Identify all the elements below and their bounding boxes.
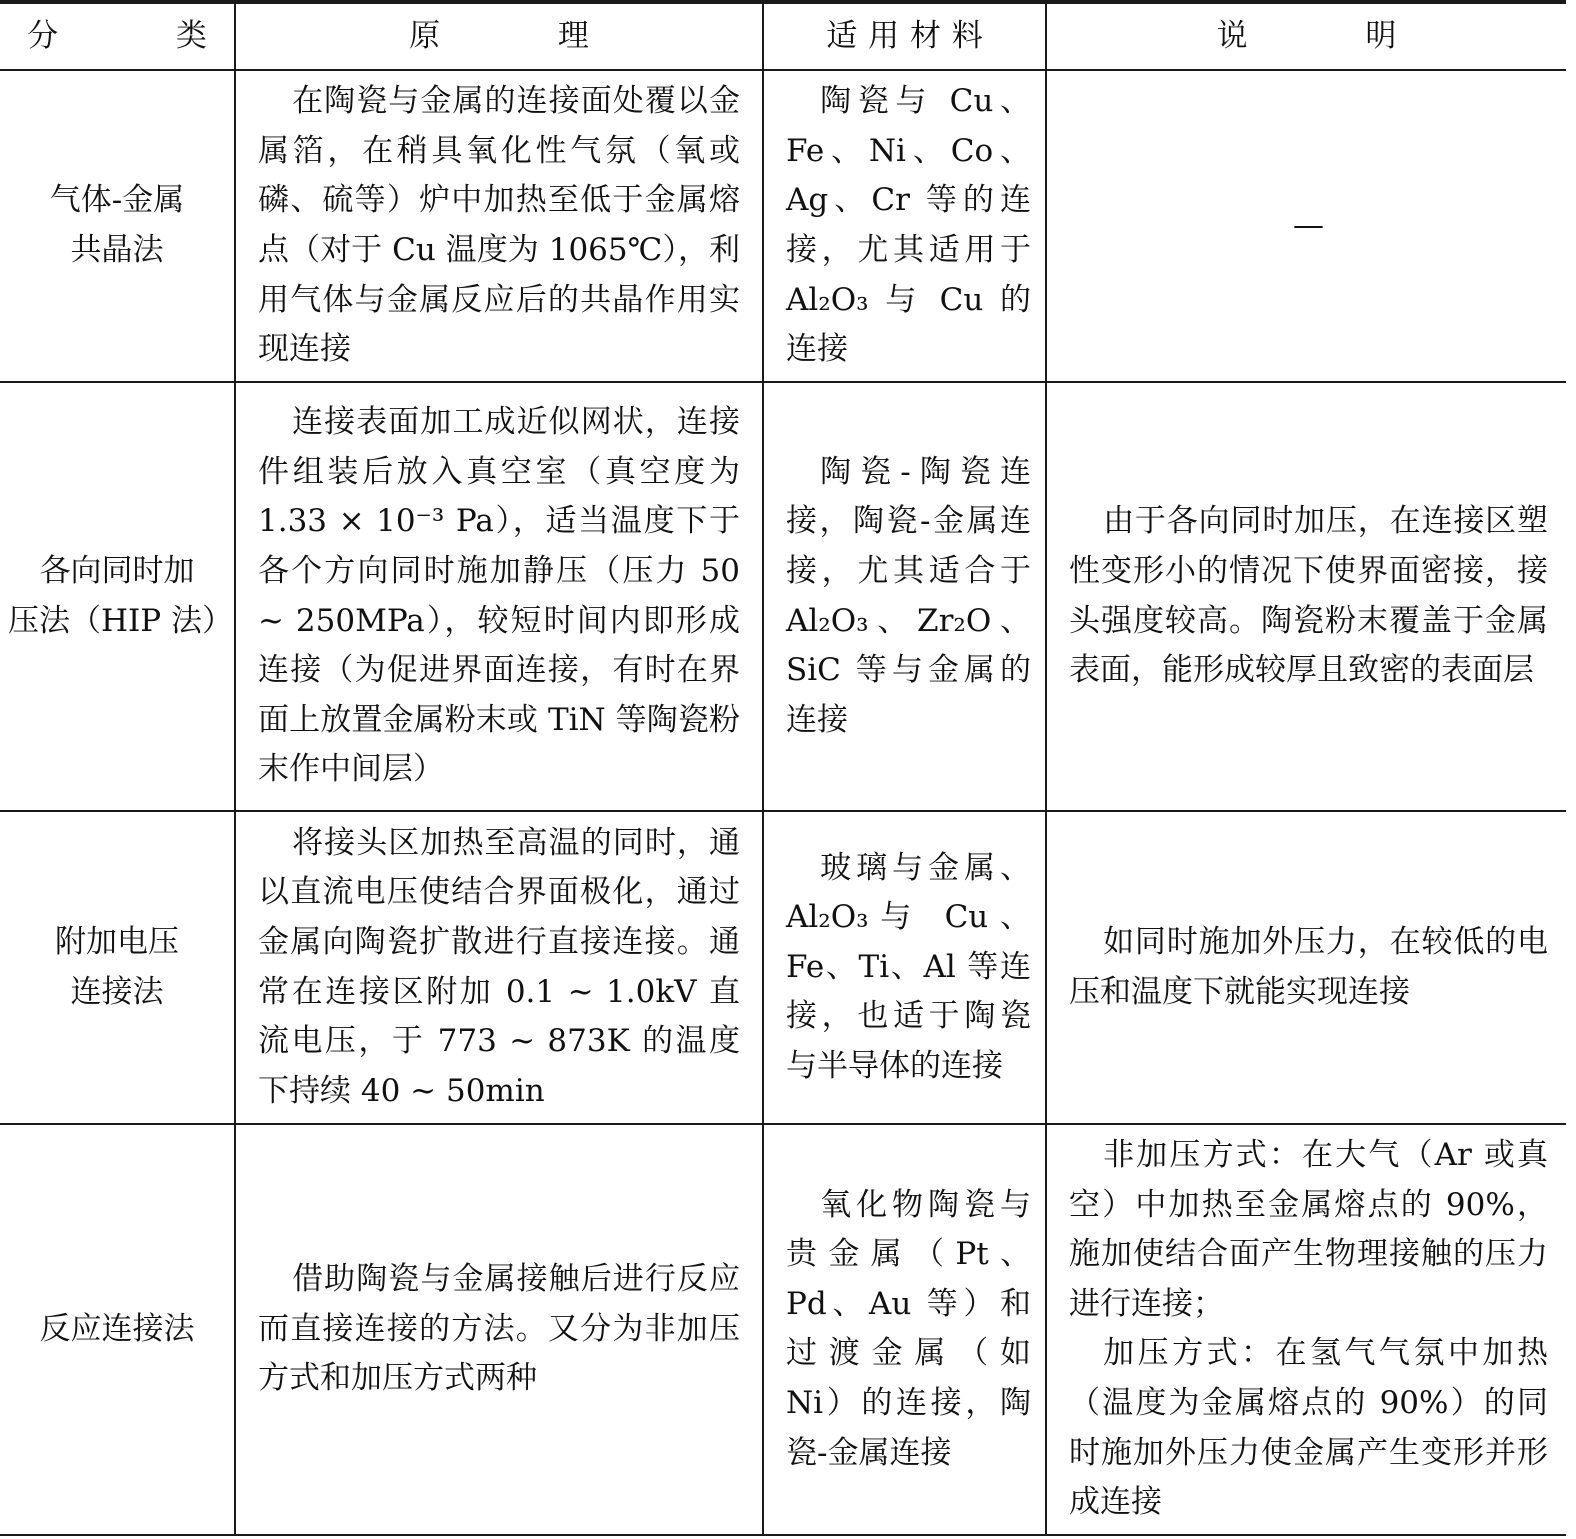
category-cell: 各向同时加 压法（HIP 法）	[0, 382, 235, 811]
table-row	[0, 1124, 1566, 1535]
principle-cell: 连接表面加工成近似网状，连接件组装后放入真空室（真空度为 1.33 × 10⁻³ Pa），适当温度下于各个方向同时施加静压（压力 50 ~ 250MPa），较短时间内即形成连接（为促进界面连接，有时在界面上放置金属粉末或 TiN 等陶瓷粉末作中间层）	[235, 382, 763, 811]
materials-cell: 氧化物陶瓷与贵金属（Pt、Pd、Au 等）和过渡金属（如 Ni）的连接，陶瓷-金属连接	[763, 1124, 1046, 1535]
materials-cell: 陶瓷-陶瓷连接，陶瓷-金属连接，尤其适合于 Al₂O₃、Zr₂O、SiC 等与金属的连接	[763, 382, 1046, 811]
header-category: 分 类	[0, 2, 235, 70]
principle-cell: 借助陶瓷与金属接触后进行反应而直接连接的方法。又分为非加压方式和加压方式两种	[235, 1124, 763, 1535]
table-row	[0, 382, 1566, 811]
category-cell: 附加电压 连接法	[0, 811, 235, 1124]
notes-cell: 由于各向同时加压，在连接区塑性变形小的情况下使界面密接，接头强度较高。陶瓷粉末覆盖于金属表面，能形成较厚且致密的表面层	[1046, 382, 1566, 811]
header-principle: 原 理	[235, 2, 763, 70]
notes-cell: —	[1046, 70, 1566, 382]
header-materials: 适用材料	[763, 2, 1046, 70]
materials-cell: 陶瓷与 Cu、Fe、Ni、Co、Ag、Cr 等的连接，尤其适用于 Al₂O₃ 与 Cu 的连接	[763, 70, 1046, 382]
header-notes: 说 明	[1046, 2, 1566, 70]
table-header-row	[0, 2, 1566, 70]
category-cell: 反应连接法	[0, 1124, 235, 1535]
notes-cell: 如同时施加外压力，在较低的电压和温度下就能实现连接	[1046, 811, 1566, 1124]
category-cell: 气体-金属 共晶法	[0, 70, 235, 382]
table-row	[0, 70, 1566, 382]
materials-cell: 玻璃与金属、Al₂O₃与 Cu、Fe、Ti、Al 等连接，也适于陶瓷与半导体的连接	[763, 811, 1046, 1124]
principle-cell: 在陶瓷与金属的连接面处覆以金属箔，在稍具氧化性气氛（氧或磷、硫等）炉中加热至低于金属熔点（对于 Cu 温度为 1065℃），利用气体与金属反应后的共晶作用实现连接	[235, 70, 763, 382]
table-row	[0, 811, 1566, 1124]
principle-cell: 将接头区加热至高温的同时，通以直流电压使结合界面极化，通过金属向陶瓷扩散进行直接连接。通常在连接区附加 0.1 ~ 1.0kV 直流电压，于 773 ~ 873K 的温度下持续 40 ~ 50min	[235, 811, 763, 1124]
notes-cell: 非加压方式：在大气（Ar 或真空）中加热至金属熔点的 90%，施加使结合面产生物理接触的压力进行连接； 加压方式：在氢气气氛中加热（温度为金属熔点的 90%）的同时施加外压力使金属产生变形并形成连接	[1046, 1124, 1566, 1535]
